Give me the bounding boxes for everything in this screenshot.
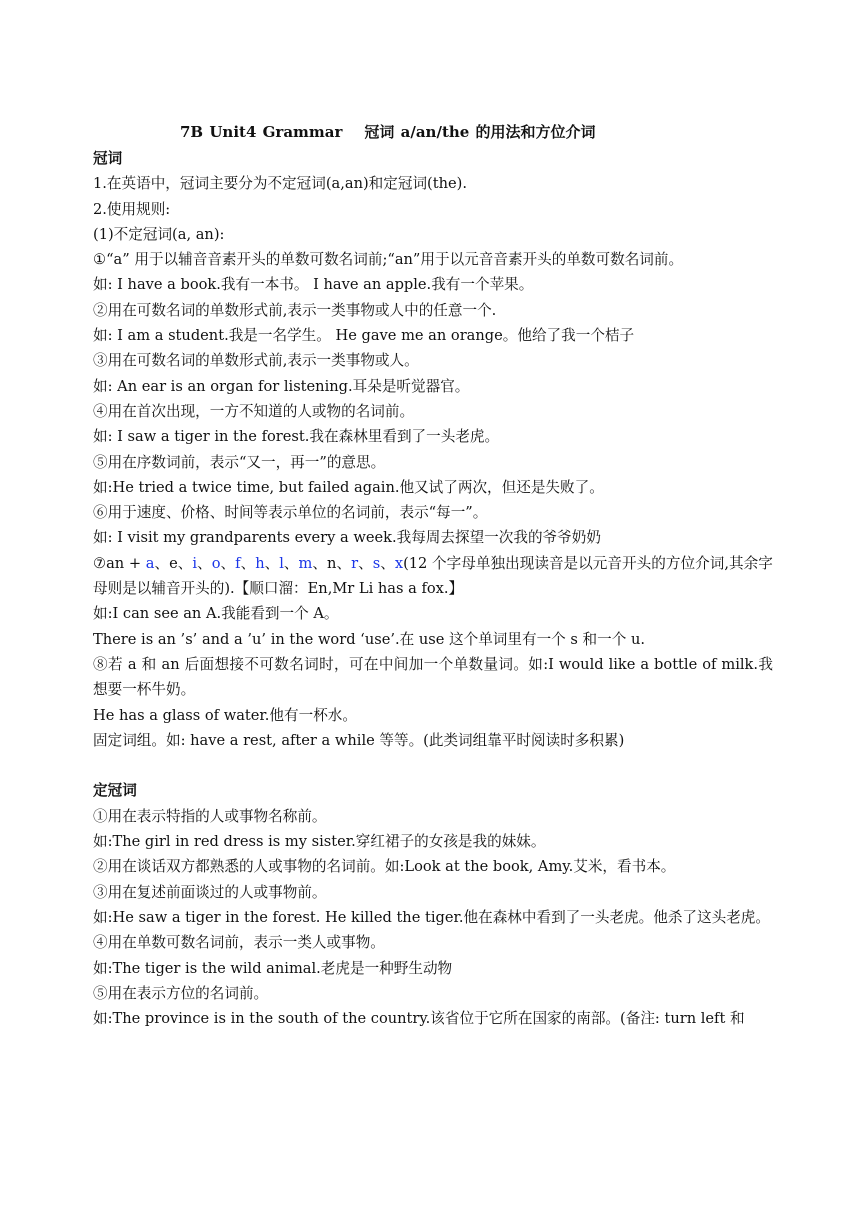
paragraph: 固定词组。如: have a rest, after a while 等等。(此类词组靠平时阅读时多积累) [93,731,625,749]
paragraph: ④用在首次出现，一方不知道的人或物的名词前。 [93,402,415,420]
letter-separator: 、 [177,554,193,572]
paragraph: ③用在复述前面谈过的人或事物前。 [93,883,327,901]
vowel-letter-sequence [146,555,403,572]
paragraph: 如:He tried a twice time, but failed again.他又试了两次，但还是失败了。 [93,478,604,496]
paragraph: 如: I have a book.我有一本书。 I have an apple.我有一个苹果。 [93,276,534,294]
document-body [93,146,773,1031]
letter-h: h [255,554,265,572]
letter-separator: 、 [336,554,352,572]
paragraph: ⑧若 a 和 an 后面想接不可数名词时，可在中间加一个单数量词。如:I would like a bottle of milk.我想要一杯牛奶。 [93,655,773,699]
rule-7-suffix: (12 个字母单独出现读音是以元音开头的方位介词,其余字母则是以辅音开头的).【顺口溜：En,Mr Li has a fox.】 [93,554,773,598]
letter-a: a [145,554,155,572]
paragraph: 如:He saw a tiger in the forest. He killed the tiger.他在森林中看到了一头老虎。他杀了这头老虎。 [93,908,770,926]
section-spacer [93,753,773,778]
paragraph: ⑤用在序数词前，表示“又一，再一”的意思。 [93,453,386,471]
letter-separator: 、 [283,554,299,572]
letter-f: f [235,554,241,572]
paragraph: There is an ’s’ and a ’u’ in the word ‘use’.在 use 这个单词里有一个 s 和一个 u. [93,630,645,648]
paragraph: ④用在单数可数名词前，表示一类人或事物。 [93,934,385,952]
paragraph: ②用在可数名词的单数形式前,表示一类事物或人中的任意一个. [93,301,497,319]
paragraph: 如: I visit my grandparents every a week.我每周去探望一次我的爷爷奶奶 [93,529,601,547]
paragraph: 2.使用规则: [93,200,171,218]
letter-n: n [327,554,337,572]
paragraph: 如:I can see an A.我能看到一个 A。 [93,605,339,623]
letter-separator: 、 [240,554,256,572]
letter-e: e [169,554,178,572]
letter-x: x [394,554,404,572]
letter-o: o [211,554,221,572]
letter-separator: 、 [358,554,373,572]
document-title [180,121,596,142]
letter-s: s [372,554,381,572]
paragraph: ②用在谈话双方都熟悉的人或事物的名词前。如:Look at the book, Amy.艾米，看书本。 [93,858,676,876]
paragraph: ③用在可数名词的单数形式前,表示一类事物或人。 [93,352,419,370]
rule-7-paragraph [93,551,773,602]
letter-separator: 、 [312,554,328,572]
letter-i: i [192,554,198,572]
section-heading-definite-article: 定冠词 [93,782,137,800]
letter-separator: 、 [197,554,212,572]
paragraph: ⑤用在表示方位的名词前。 [93,984,269,1002]
letter-separator: 、 [380,554,395,572]
paragraph: ①“a” 用于以辅音音素开头的单数可数名词前;“an”用于以元音音素开头的单数可数名词前。 [93,251,684,269]
letter-r: r [351,554,359,572]
paragraph: 1.在英语中，冠词主要分为不定冠词(a,an)和定冠词(the). [93,175,467,193]
letter-separator: 、 [264,554,280,572]
section-heading-articles: 冠词 [93,150,123,167]
paragraph: (1)不定冠词(a, an): [93,225,225,243]
paragraph: 如:The tiger is the wild animal.老虎是一种野生动物 [93,959,453,977]
title-sub: 冠词 a/an/the 的用法和方位介词 [364,123,596,141]
rule-7-prefix: ⑦an + [93,554,146,572]
paragraph: 如:The province is in the south of the country.该省位于它所在国家的南部。(备注: turn left 和 [93,1010,745,1028]
paragraph: ⑥用于速度、价格、时间等表示单位的名词前，表示“每一”。 [93,504,488,522]
paragraph: 如: An ear is an organ for listening.耳朵是听觉器官。 [93,377,470,395]
title-main: 7B Unit4 Grammar [180,123,343,141]
paragraph: He has a glass of water.他有一杯水。 [93,706,357,724]
letter-m: m [298,554,313,572]
paragraph: 如: I saw a tiger in the forest.我在森林里看到了一头老虎。 [93,428,500,446]
letter-l: l [279,554,284,572]
paragraph: 如:The girl in red dress is my sister.穿红裙子的女孩是我的妹妹。 [93,833,546,851]
letter-separator: 、 [220,554,236,572]
letter-separator: 、 [154,554,170,572]
paragraph: 如: I am a student.我是一名学生。 He gave me an orange。他给了我一个桔子 [93,327,635,345]
paragraph: ①用在表示特指的人或事物名称前。 [93,807,327,825]
